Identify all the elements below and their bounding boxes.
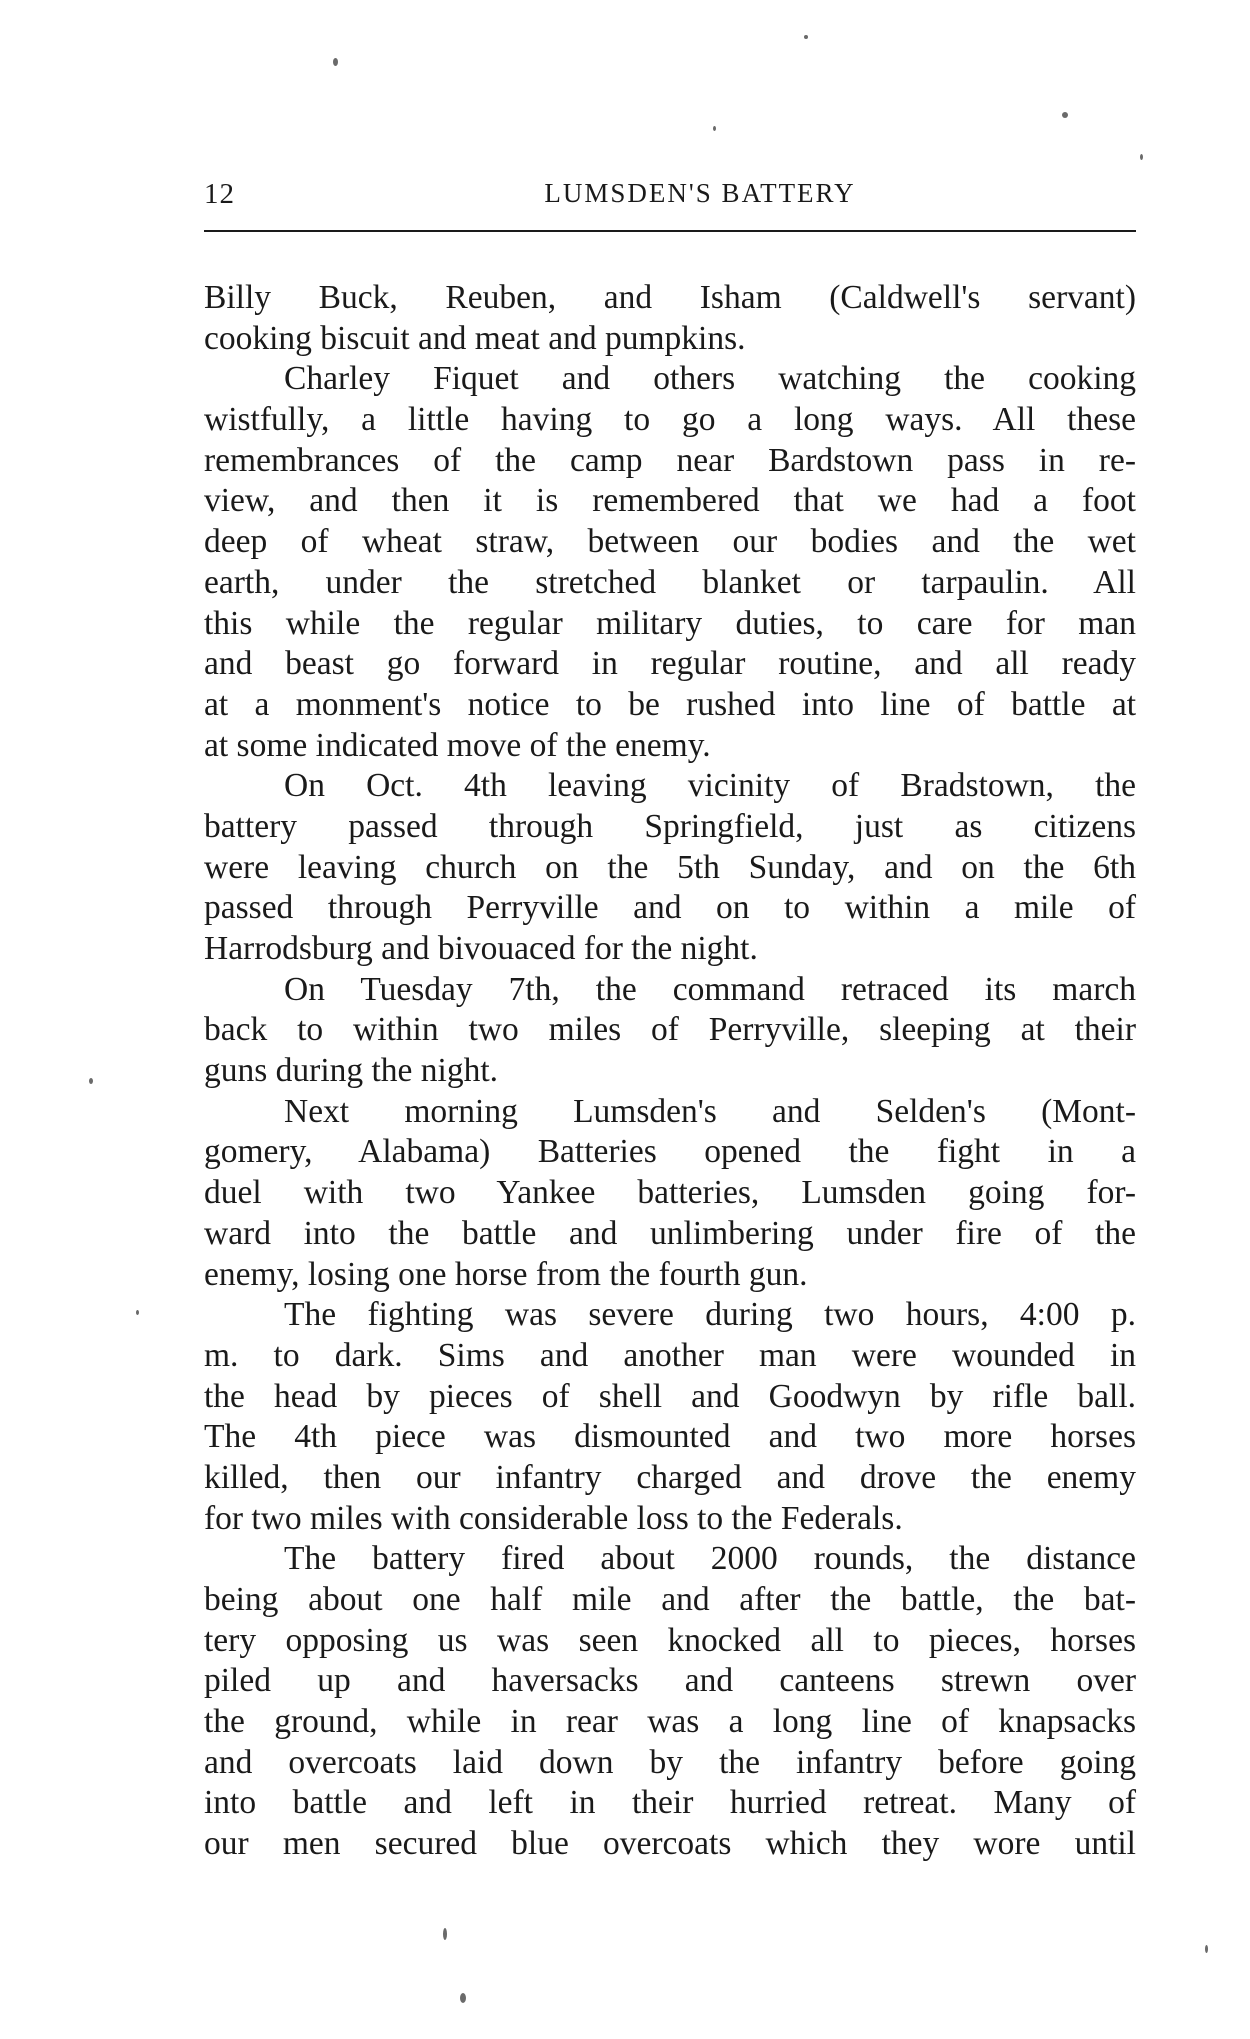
running-title: LUMSDEN'S BATTERY (544, 178, 856, 208)
text-line: were leaving church on the 5th Sunday, and on the 6th (204, 848, 1136, 886)
page-number: 12 (204, 178, 235, 210)
text-line: guns during the night. (204, 1052, 499, 1090)
paragraph (204, 278, 1136, 359)
text-line: tery opposing us was seen knocked all to pieces, horses (204, 1621, 1136, 1659)
scan-speck (136, 1310, 139, 1315)
text-line: The fighting was severe during two hours, 4:00 p. (284, 1296, 1136, 1334)
text-line: The 4th piece was dismounted and two more horses (204, 1418, 1136, 1456)
text-line: piled up and haversacks and canteens strewn over (204, 1662, 1136, 1700)
paragraph (204, 1539, 1136, 1865)
text-line: into battle and left in their hurried retreat. Many of (204, 1784, 1136, 1822)
text-line: On Oct. 4th leaving vicinity of Bradstown, the (284, 767, 1136, 805)
paragraph (204, 1295, 1136, 1539)
body-text (204, 278, 1136, 1865)
text-line: back to within two miles of Perryville, sleeping at their (204, 1011, 1136, 1049)
text-line: ward into the battle and unlimbering under fire of the (204, 1214, 1136, 1252)
scan-speck (1140, 154, 1143, 160)
paragraph (204, 970, 1136, 1092)
scan-speck (443, 1928, 447, 1940)
text-line: being about one half mile and after the battle, the bat- (204, 1581, 1136, 1618)
text-line: at a monment's notice to be rushed into line of battle at (204, 685, 1136, 723)
text-line: our men secured blue overcoats which they wore until (204, 1825, 1136, 1863)
paragraph (204, 1092, 1136, 1295)
scan-speck (460, 1993, 466, 2003)
text-line: Charley Fiquet and others watching the cooking (284, 360, 1136, 398)
scan-speck (333, 58, 338, 66)
text-line: this while the regular military duties, to care for man (204, 604, 1136, 642)
text-line: cooking biscuit and meat and pumpkins. (204, 319, 746, 357)
scan-speck (1205, 1945, 1208, 1953)
paragraph (204, 359, 1136, 766)
text-line: Next morning Lumsden's and Selden's (Mont- (284, 1092, 1136, 1130)
text-line: earth, under the stretched blanket or tarpaulin. All (204, 563, 1136, 601)
running-head (204, 178, 1136, 218)
text-line: the ground, while in rear was a long line of knapsacks (204, 1703, 1136, 1741)
text-line: view, and then it is remembered that we had a foot (204, 482, 1136, 520)
scan-speck (804, 35, 808, 39)
scan-speck (89, 1078, 93, 1084)
text-line: Billy Buck, Reuben, and Isham (Caldwell's servant) (204, 279, 1136, 316)
text-line: m. to dark. Sims and another man were wounded in (204, 1336, 1136, 1374)
header-rule (204, 230, 1136, 232)
text-line: for two miles with considerable loss to the Federals. (204, 1499, 903, 1537)
paragraph (204, 766, 1136, 969)
scan-speck (1062, 112, 1068, 118)
text-line: the head by pieces of shell and Goodwyn by rifle ball. (204, 1377, 1136, 1415)
text-line: On Tuesday 7th, the command retraced its march (284, 970, 1136, 1008)
text-line: deep of wheat straw, between our bodies and the wet (204, 523, 1136, 561)
scan-speck (713, 126, 716, 131)
text-line: passed through Perryville and on to within a mile of (204, 889, 1136, 927)
text-line: and overcoats laid down by the infantry before going (204, 1743, 1136, 1781)
text-line: The battery fired about 2000 rounds, the distance (284, 1540, 1136, 1578)
text-line: killed, then our infantry charged and drove the enemy (204, 1458, 1136, 1496)
text-line: duel with two Yankee batteries, Lumsden going for- (204, 1174, 1136, 1212)
text-line: Harrodsburg and bivouaced for the night. (204, 930, 758, 967)
text-line: wistfully, a little having to go a long ways. All these (204, 401, 1136, 439)
text-line: battery passed through Springfield, just as citizens (204, 807, 1136, 845)
text-line: and beast go forward in regular routine, and all ready (204, 645, 1136, 683)
text-line: remembrances of the camp near Bardstown pass in re- (204, 441, 1136, 479)
text-line: at some indicated move of the enemy. (204, 726, 711, 764)
text-line: gomery, Alabama) Batteries opened the fight in a (204, 1133, 1136, 1171)
text-line: enemy, losing one horse from the fourth gun. (204, 1255, 808, 1293)
